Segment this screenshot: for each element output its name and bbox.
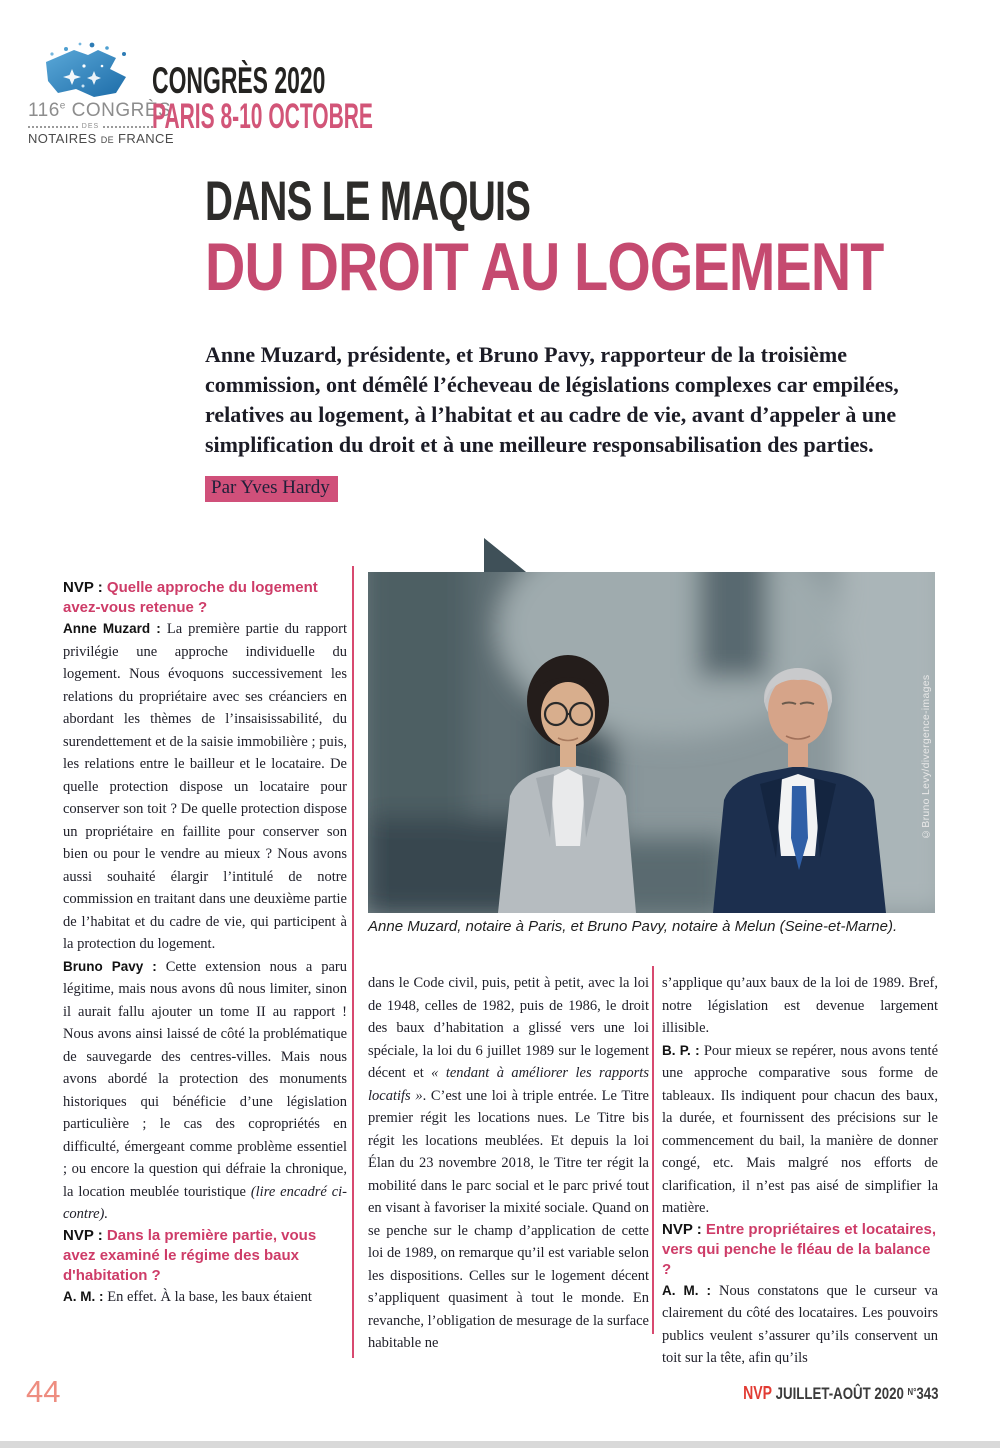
column-middle — [368, 972, 649, 1364]
interview-photo — [368, 538, 935, 913]
footer-issue-info: NVP JUILLET-AOÛT 2020 $^{N^\circ}$343 — [742, 1383, 938, 1403]
article-byline: Par Yves Hardy — [205, 476, 338, 502]
congress-logo — [28, 42, 174, 146]
question-2: NVP : Dans la première partie, vous avez examiné le régime des baux d'habitation ? — [63, 1226, 317, 1284]
answer-1: Anne Muzard : La première partie du rapport privilégie une approche individuelle du logement. Nous évoquons successivement les relations du propriétaire avec ses créanciers en abordant les thèmes de l’insaisissabilité, du surendettement et de la saisie immobilière ; puis, les relations entre le bailleur et le locataire. De quelle protection dispose un locataire pour conserver son toit ? De quelle protection dispose un propriétaire en faillite pour conserver son bien ou pour le vendre au mieux ? Nous avons aussi souhaité élargir l’intitulé de notre commission en traitant dans une deuxième partie de l’habitat et du cadre de vie, qui participent à la protection du logement. — [63, 621, 347, 952]
column-right — [662, 972, 938, 1364]
question-1: NVP : Quelle approche du logement avez-vous retenue ? — [63, 579, 318, 616]
logo-notaires-de-france: NOTAIRES DE FRANCE — [28, 131, 174, 146]
column-left — [63, 578, 347, 1368]
answer-3-end: s’applique qu’aux baux de la loi de 1989. Bref, notre législation est devenue largement illisible. — [662, 975, 938, 1036]
photo-caption: Anne Muzard, notaire à Paris, et Bruno Pavy, notaire à Melun (Seine-et-Marne). — [368, 918, 898, 935]
event-dates: PARIS 8-10 OCTOBRE — [152, 97, 373, 136]
column-divider-right — [652, 966, 654, 1334]
photo-credit: ©Bruno Levy/divergence-images — [920, 674, 932, 840]
logo-congress-number: 116e CONGRÈS — [28, 100, 172, 121]
answer-3-continued: dans le Code civil, puis, petit à petit, avec la loi de 1948, celles de 1982, puis de 1986, le droit des baux d’habitation a glissé vers une loi spéciale, la loi du 6 juillet 1989 sur le logement décent et « tendant à améliorer les rapports locatifs ». C’est une loi à triple entrée. Le Titre premier régit les locations nues. Le Titre bis régit les locations meublées. Et depuis la loi Élan du 23 novembre 2018, le Titre ter régit la mobilité dans le parc social et le parc privé tout en visant à favoriser la mixité sociale. Quand on se penche sur le champ d’application de cette loi de 1989, on remarque qu’il est variable selon les dispositions. Celles sur le logement décent s’appliquent quasiment à tout le monde. En revanche, l’obligation de mesurage de la surface habitable ne — [368, 975, 649, 1351]
photo-illustration — [368, 538, 935, 913]
article-standfirst: Anne Muzard, présidente, et Bruno Pavy, rapporteur de la troisième commission, ont démêlé l’écheveau de législations complexes car empilées, relatives au logement, à l’habitat et au cadre de vie, avant d’appeler à une simplification du droit et à une meilleure responsabilisation des parties. — [205, 342, 899, 457]
france-map-splash-icon — [36, 42, 146, 100]
answer-4: B. P. : Pour mieux se repérer, nous avons tenté une approche comparative sous forme de tableaux. Ils indiquent pour chacun des baux, la durée, et fournissent des précisions sur le commencement du bail, la manière de donner congé, etc. Mais malgré nos efforts de clarification, il n’est pas aisé de simplifier la matière. — [662, 1042, 938, 1216]
logo-des-divider: DES — [28, 123, 153, 130]
page-number: 44 — [26, 1374, 61, 1409]
question-3: NVP : Entre propriétaires et locataires, vers qui penche le fléau de la balance ? — [662, 1220, 936, 1278]
event-title: CONGRÈS 2020 — [152, 60, 326, 101]
answer-3: A. M. : En effet. À la base, les baux étaient — [63, 1288, 312, 1305]
answer-5: A. M. : Nous constatons que le curseur va clairement du côté des locataires. Les pouvoirs publics veulent s’assurer qu’ils conservent un toit sur la tête, afin qu’ils — [662, 1282, 938, 1364]
column-divider-left — [352, 566, 354, 1358]
article-title-line2: DU DROIT AU LOGEMENT — [205, 229, 884, 305]
article-title-line1: DANS LE MAQUIS — [205, 169, 531, 232]
scan-edge-strip — [0, 1441, 1000, 1448]
answer-2: Bruno Pavy : Cette extension nous a paru légitime, mais nous avons dû nous limiter, sinon il aurait fallu ajouter un tome II au rapport ! Nous avons ainsi laissé de côté la problématique de sauvegarde des centres-villes. Mais nous avons abordé la protection des monuments historiques qui bénéficie d’une législation particulière ; le cas des copropriétés en difficulté, émergeant comme problème essentiel ; ou encore la question qui défraie la chronique, la location meublée touristique (lire encadré ci-contre). — [63, 958, 347, 1222]
